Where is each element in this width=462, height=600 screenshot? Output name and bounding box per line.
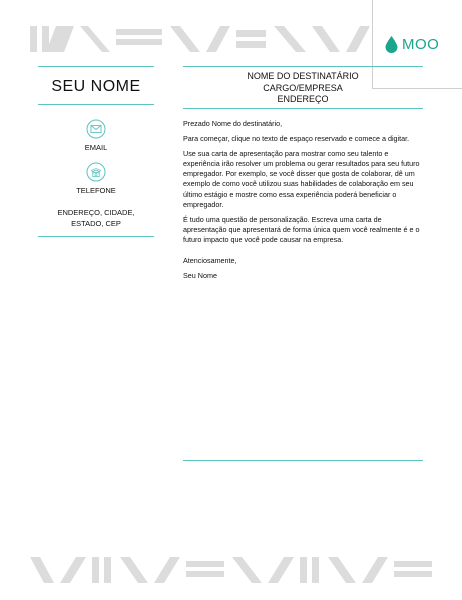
signature: Seu Nome [183,271,217,281]
sidebar-bottom-rule [38,236,154,237]
paragraph-1: Para começar, clique no texto de espaço reservado e comece a digitar. [183,134,410,144]
telephone-icon [86,162,106,187]
recipient-company: CARGO/EMPRESA [263,82,343,93]
letter-body[interactable] [183,119,427,286]
email-label[interactable]: EMAIL [84,143,108,152]
paragraph-2: Use sua carta de apresentação para mostrar como seu talento e experiência irão resolver um problema ou gerar resultados para seu futuro empregador. Por exemplo, se você disser que gosta de colaborar, dê um exemplo de como você utilizou suas habilidades de colaboração em seu último estágio e mostre como essa experiência poderá beneficiar o empregador. [183,149,420,209]
envelope-icon [86,119,106,144]
recipient-top-rule [183,66,423,67]
recipient-name: NOME DO DESTINATÁRIO [247,71,359,81]
address-line-1: ENDEREÇO, CIDADE, [57,208,135,217]
salutation: Prezado Nome do destinatário, [183,119,283,128]
phone-label[interactable]: TELEFONE [76,186,116,195]
recipient-address: ENDEREÇO [277,94,329,104]
recipient-bottom-rule [183,108,423,109]
logo-text: MOO [402,36,440,53]
sidebar-top-rule [38,66,154,67]
sender-name[interactable]: SEU NOME [51,78,141,95]
recipient-block[interactable] [183,71,423,106]
sidebar-name-rule [38,104,154,105]
address-line-2: ESTADO, CEP [71,219,121,228]
letter-bottom-rule [183,460,423,461]
paragraph-3: É tudo uma questão de personalização. Escreva uma carta de apresentação que apresentará de forma única quem você realmente é e o futuro impacto que você pode causar na empresa. [183,214,420,244]
sender-address[interactable] [38,207,154,229]
bottom-decorative-band [30,557,432,583]
green-drop-icon [385,36,398,58]
closing: Atenciosamente, [183,256,237,266]
